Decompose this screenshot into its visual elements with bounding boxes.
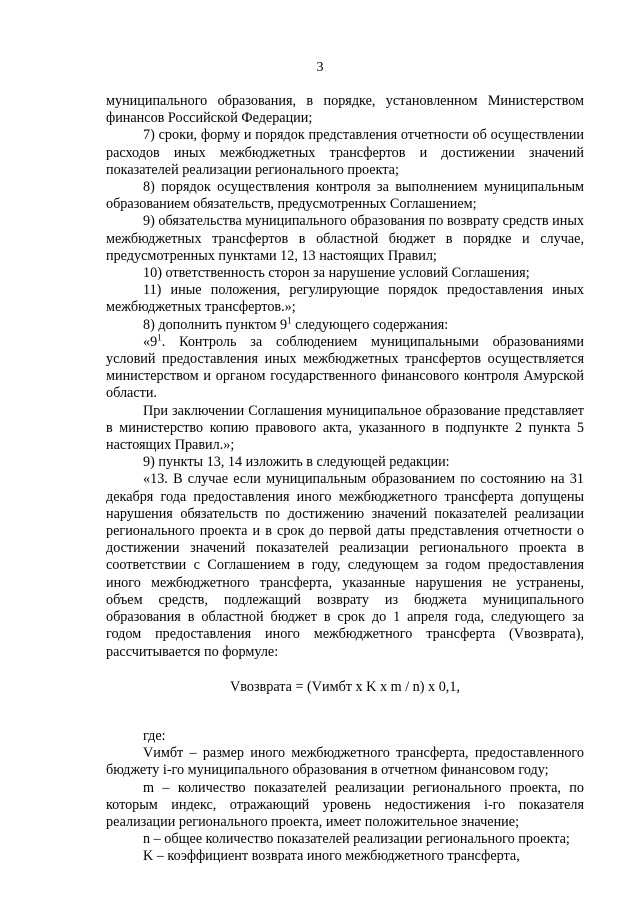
p91-sup: 1 xyxy=(157,332,162,343)
definition-k: K – коэффициент возврата иного межбюджетного трансферта, xyxy=(143,848,520,865)
paragraph-item-9: 9) обязательства муниципального образования по возврату средств иных межбюджетных трансфертов в областной бюджет в порядке и случае, предусмотренных пунктами 12, 13 настоящих Правил; xyxy=(106,213,584,264)
paragraph-item-8: 8) порядок осуществления контроля за выполнением муниципальным образованием обязательств, предусмотренных Соглашением; xyxy=(106,179,584,213)
paragraph-9-1 xyxy=(106,334,584,403)
amend-8-after: следующего содержания: xyxy=(291,316,449,333)
amend-8-before: 8) дополнить пунктом 9 xyxy=(143,316,288,333)
amend-8-sup: 1 xyxy=(287,314,292,325)
document-body xyxy=(106,93,584,866)
paragraph-agreement: При заключении Соглашения муниципальное образование представляет в министерство копию правового акта, указанного в подпункте 2 пункта 5 настоящих Правил.»; xyxy=(106,402,584,454)
paragraph-amend-8 xyxy=(106,314,584,334)
return-formula: Vвозврата = (Vимбт x K x m / n) x 0,1, xyxy=(230,678,460,695)
paragraph-item-7: 7) сроки, форму и порядок представления отчетности об осуществлении расходов иных межбюджетных трансфертов и достижении значений показателей реализации регионального проекта; xyxy=(106,127,584,178)
definition-m: m – количество показателей реализации регионального проекта, по которым индекс, отражающий уровень недостижения i-го показателя реализации регионального проекта, имеет положительное значение; xyxy=(106,779,584,830)
definition-vimbt: Vимбт – размер иного межбюджетного трансферта, предоставленного бюджету i-го муниципального образования в отчетном финансовом году; xyxy=(106,745,584,779)
paragraph-13: «13. В случае если муниципальным образованием по состоянию на 31 декабря года предоставления иного межбюджетного трансферта допущены нарушения обязательств по достижению значений показателей реализации регионального проекта и в срок до первой даты представления отчетности о достижении значений показателей реализации регионального проекта в соответствии с Соглашением в году, следующем за годом предоставления иного межбюджетного трансферта, указанные нарушения не устранены, объем средств, подлежащий возврату из бюджета муниципального образования в областной бюджет в срок до 1 апреля года, следующего за годом предоставления иного межбюджетного трансферта (Vвозврата), рассчитывается по формуле: xyxy=(106,471,584,660)
paragraph-item-10: 10) ответственность сторон за нарушение условий Соглашения; xyxy=(143,265,530,282)
paragraph-continuation: муниципального образования, в порядке, установленном Министерством финансов Российской Федерации; xyxy=(106,93,584,127)
page-number: 3 xyxy=(316,60,324,75)
p91-open: «9 xyxy=(143,333,158,350)
definition-n: n – общее количество показателей реализации регионального проекта; xyxy=(143,831,570,848)
where-label: где: xyxy=(143,727,166,744)
paragraph-amend-9: 9) пункты 13, 14 изложить в следующей редакции: xyxy=(143,454,450,471)
p91-rest: . Контроль за соблюдением муниципальными образованиями условий предоставления иных межбюджетных трансфертов осуществляется министерством и органом государственного финансового контроля Амурской области. xyxy=(106,333,584,402)
paragraph-item-11: 11) иные положения, регулирующие порядок предоставления иных межбюджетных трансфертов.»; xyxy=(106,282,584,316)
